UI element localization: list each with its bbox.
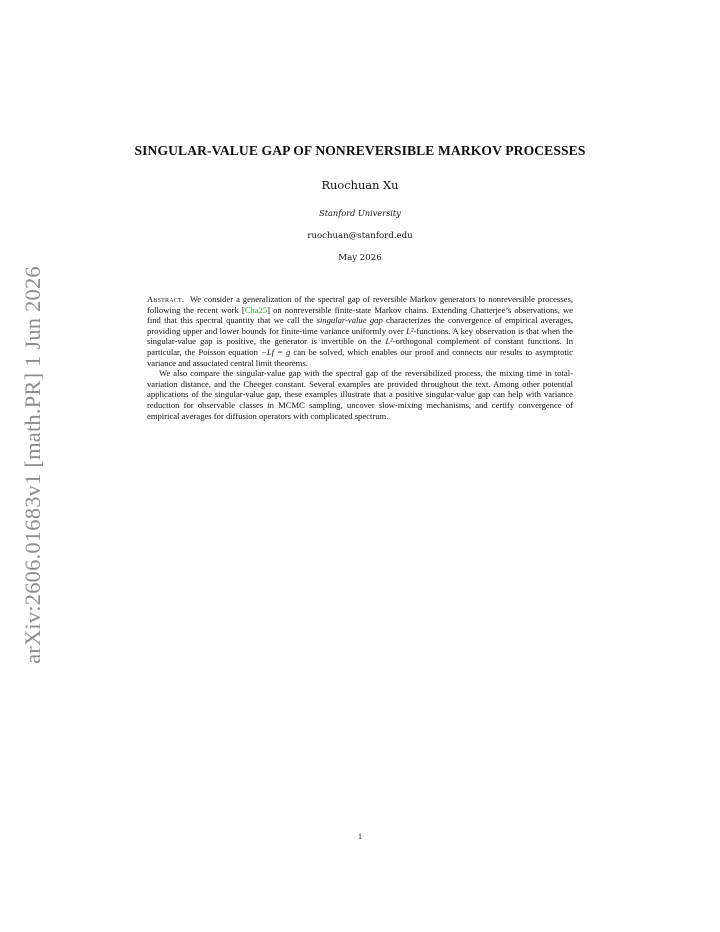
author-name: Ruochuan Xu <box>321 178 399 192</box>
arxiv-identifier: arXiv:2606.01683v1 [math.PR] 1 Jun 2026 <box>20 266 45 664</box>
abstract-text: can be solved, which enables our proof and connects our results to asymptotic variance and associated central limit theorems. <box>147 346 573 368</box>
author-affiliation: Stanford University <box>319 208 401 218</box>
page-number: 1 <box>358 832 362 841</box>
math-expression: L² <box>406 325 414 336</box>
abstract-text: -functions. A key observation is that when the singular-value gap is positive, the generator is invertible on the <box>147 325 573 347</box>
abstract-heading: Abstract. <box>147 294 185 304</box>
abstract-text: characterizes the convergence of empirical averages, providing upper and lower bounds for finite-time variance uniformly over <box>147 315 573 336</box>
paper-date: May 2026 <box>338 253 382 263</box>
citation-link[interactable]: Cha25 <box>244 304 268 315</box>
abstract-text: -orthogonal complement of constant functions. In particular, the Poisson equation <box>147 336 574 357</box>
defined-term: singular-value gap <box>316 315 383 326</box>
abstract-text: We consider a generalization of the spectral gap of reversible Markov generators to nonreversible processes, following the recent work [ <box>147 294 573 315</box>
paper-title: SINGULAR-VALUE GAP OF NONREVERSIBLE MARKOV PROCESSES <box>134 143 586 158</box>
abstract <box>147 294 573 421</box>
author-email: ruochuan@stanford.edu <box>307 231 413 241</box>
math-expression: −Lf = g <box>261 346 291 357</box>
abstract-paragraph-1 <box>147 294 573 368</box>
math-expression: L² <box>385 336 393 347</box>
abstract-paragraph-2: We also compare the singular-value gap with the spectral gap of the reversibilized process, the mixing time in total-variation distance, and the Cheeger constant. Several examples are provided throughout the text. Among other potential applications of the singular-value gap, these examples illustrate that a positive singular-value gap can help with variance reduction for observable classes in MCMC sampling, uncover slow-mixing mechanisms, and certify convergence of empirical averages for diffusion operators with complicated spectrum. <box>147 368 573 421</box>
abstract-text: ] on nonreversible finite-state Markov chains. Extending Chatterjee’s observations, we find that this spectral quantity that we call the <box>147 304 573 326</box>
